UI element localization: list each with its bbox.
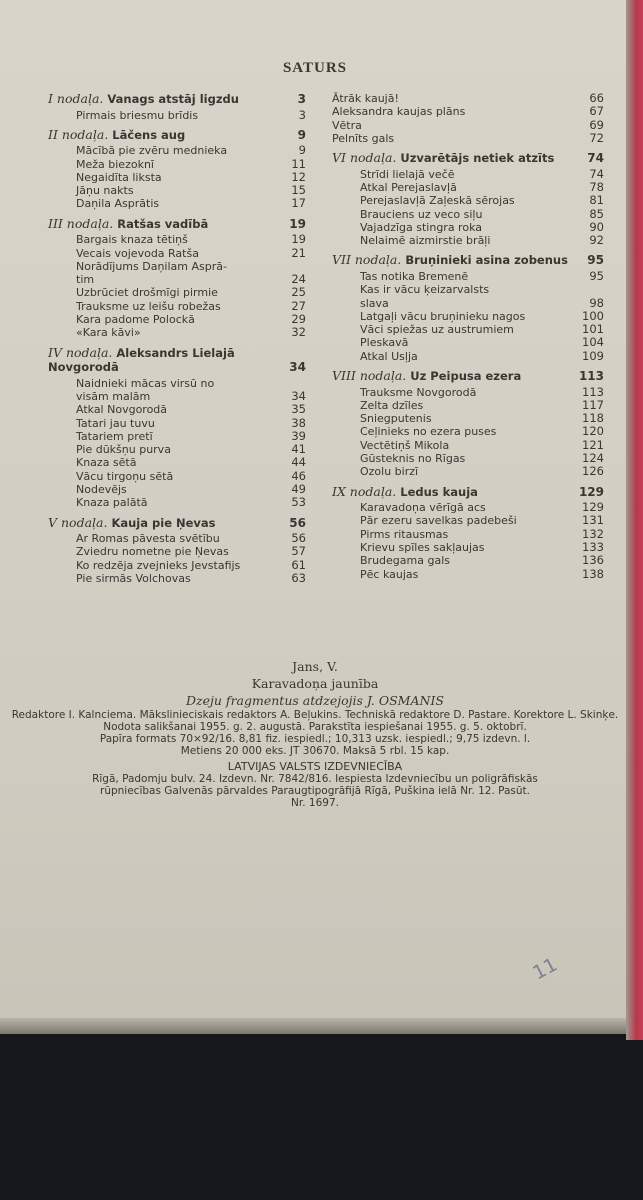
editors-line: Redaktore I. Kalnciema. Mākslinieciskais redaktors A. Beļukins. Techniskā redaktore D. Pastare. Korektore L. Skinķe. bbox=[11, 709, 619, 721]
toc-entry bbox=[48, 171, 306, 184]
toc-entry bbox=[332, 412, 604, 425]
chapter-page: 95 bbox=[587, 253, 604, 268]
page-title: SATURS bbox=[282, 60, 348, 76]
entry-page: 72 bbox=[589, 130, 604, 145]
entry-title: Ko redzēja zvejnieks Jevstafijs bbox=[76, 558, 241, 572]
entry-title: Zviedru nometne pie Ņevas bbox=[76, 545, 229, 559]
toc-entry bbox=[48, 483, 306, 496]
entry-title: Knaza sētā bbox=[76, 456, 137, 470]
entry-page: 121 bbox=[582, 437, 604, 452]
print-line-1: Nodota salikšanai 1955. g. 2. augustā. Parakstīta iespiešanai 1955. g. 5. oktobrī. bbox=[103, 721, 527, 733]
entry-title: Kara padome Polockā bbox=[76, 313, 195, 327]
entry-title: Perejaslavļā Zaļeskā sērojas bbox=[360, 194, 515, 208]
entry-title: Nelaimē aizmirstie brāļi bbox=[360, 234, 491, 248]
entry-title: Ceļinieks no ezera puses bbox=[360, 425, 497, 439]
entry-title: Latgaļi vācu bruņinieku nagos bbox=[360, 309, 526, 323]
toc-entry bbox=[332, 105, 604, 118]
print-line-2: Papīra formats 70×92/16. 8,81 fiz. iespiedl.; 10,313 uzsk. iespiedl.; 9,75 izdevn. l. bbox=[99, 733, 531, 745]
toc-entry bbox=[332, 270, 604, 283]
chapter-title: Bruņinieki asina zobenus bbox=[405, 253, 568, 268]
entry-title: «Kara kāvi» bbox=[76, 326, 141, 340]
chapter-page: 34 bbox=[289, 360, 306, 375]
toc-entry bbox=[332, 350, 604, 363]
entry-page: 46 bbox=[291, 468, 306, 483]
chapter-page: 129 bbox=[578, 484, 604, 499]
entry-page: 38 bbox=[291, 415, 306, 430]
spacer bbox=[332, 581, 604, 587]
entry-title: Uzbrūciet drošmīgi pirmie bbox=[76, 286, 218, 300]
chapter-title: Ledus kauja bbox=[400, 484, 478, 499]
entry-page: 39 bbox=[291, 428, 306, 443]
entry-page: 34 bbox=[291, 388, 306, 403]
page-edge bbox=[0, 1018, 643, 1034]
toc-entry bbox=[332, 194, 604, 207]
entry-title: Pie sirmās Volchovas bbox=[76, 572, 191, 586]
entry-page: 85 bbox=[589, 206, 604, 221]
toc-entry bbox=[332, 283, 604, 296]
entry-page: 15 bbox=[291, 183, 306, 198]
entry-title: Strīdi lielajā večē bbox=[360, 167, 455, 181]
publisher: LATVIJAS VALSTS IZDEVNIECĪBA bbox=[227, 760, 403, 773]
entry-title: Ozolu birzī bbox=[360, 465, 419, 479]
entry-page: 44 bbox=[291, 455, 306, 470]
toc-entry bbox=[48, 197, 306, 210]
entry-title: Tatariem pretī bbox=[76, 429, 153, 443]
entry-page: 49 bbox=[291, 482, 306, 497]
entry-title: Atkal Novgorodā bbox=[76, 403, 168, 417]
chapter-title: Kauja pie Ņevas bbox=[111, 515, 216, 530]
entry-page: 12 bbox=[291, 169, 306, 184]
entry-title: Trauksme uz leišu robežas bbox=[76, 299, 221, 313]
entry-title: Tas notika Bremenē bbox=[360, 269, 469, 283]
chapter-page: 113 bbox=[578, 369, 604, 384]
colophon bbox=[0, 658, 630, 809]
entry-title: Vētra bbox=[332, 118, 362, 132]
entry-page: 19 bbox=[291, 232, 306, 247]
book-binding bbox=[626, 0, 643, 1040]
address-line-1: Rīgā, Padomju bulv. 24. Izdevn. Nr. 7842/816. Iespiesta Izdevniecību un poligrāfiskās bbox=[92, 773, 538, 785]
pencil-page-number: 11 bbox=[529, 953, 561, 985]
entry-page: 57 bbox=[291, 544, 306, 559]
entry-title: Negaidīta liksta bbox=[76, 170, 162, 184]
entry-page: 138 bbox=[582, 566, 604, 581]
entry-title: Pār ezeru savelkas padebeši bbox=[360, 514, 517, 528]
entry-title: Nodevējs bbox=[76, 483, 127, 497]
print-line-3: Metiens 20 000 eks. JT 30670. Maksā 5 rbl. 15 kap. bbox=[180, 745, 450, 757]
chapter-title: Uz Peipusa ezera bbox=[410, 369, 522, 384]
entry-page: 101 bbox=[582, 322, 604, 337]
entry-title: Knaza palātā bbox=[76, 496, 148, 510]
toc-entry bbox=[332, 119, 604, 132]
entry-title: Pie dūkšņu purva bbox=[76, 443, 171, 457]
toc-entry bbox=[48, 286, 306, 299]
entry-title: Vācu tirgoņu sētā bbox=[76, 469, 174, 483]
entry-page: 9 bbox=[298, 143, 306, 158]
entry-page: 98 bbox=[589, 295, 604, 310]
chapter-number: II nodaļa. bbox=[48, 126, 109, 142]
entry-page: 100 bbox=[582, 308, 604, 323]
entry-title: Trauksme Novgorodā bbox=[360, 385, 477, 399]
toc-entry bbox=[48, 430, 306, 443]
entry-title: Ar Romas pāvesta svētību bbox=[76, 532, 220, 546]
toc-entry bbox=[332, 297, 604, 310]
entry-title: Daņila Asprātis bbox=[76, 197, 160, 211]
toc-entry bbox=[332, 514, 604, 527]
toc-entry bbox=[48, 326, 306, 339]
chapter-title: Uzvarētājs netiek atzīts bbox=[400, 151, 555, 166]
toc-entry bbox=[48, 233, 306, 246]
entry-page: 27 bbox=[291, 298, 306, 313]
toc-entry bbox=[48, 545, 306, 558]
toc-entry bbox=[332, 181, 604, 194]
entry-page: 132 bbox=[582, 526, 604, 541]
entry-title: Tatari jau tuvu bbox=[76, 416, 155, 430]
chapter-title: Ratšas vadībā bbox=[117, 216, 209, 231]
toc-entry bbox=[332, 541, 604, 554]
toc-entry bbox=[48, 144, 306, 157]
chapter-title: Lāčens aug bbox=[112, 127, 186, 142]
entry-page: 78 bbox=[589, 179, 604, 194]
entry-page: 74 bbox=[589, 166, 604, 181]
entry-page: 32 bbox=[291, 325, 306, 340]
entry-page: 35 bbox=[291, 402, 306, 417]
entry-page: 136 bbox=[582, 553, 604, 568]
entry-page: 53 bbox=[291, 495, 306, 510]
entry-title: Naidnieki mācas virsū no bbox=[76, 376, 215, 390]
entry-title: Vectētiņš Mikola bbox=[360, 438, 450, 452]
toc-entry bbox=[48, 390, 306, 403]
entry-page: 104 bbox=[582, 335, 604, 350]
entry-title: Vāci spiežas uz austrumiem bbox=[360, 323, 514, 337]
toc-entry bbox=[332, 465, 604, 478]
entry-title: Pirms ritausmas bbox=[360, 527, 449, 541]
chapter-page: 19 bbox=[289, 216, 306, 231]
entry-page: 25 bbox=[291, 285, 306, 300]
toc-entry bbox=[48, 109, 306, 122]
entry-title: Atkal Usļja bbox=[360, 349, 418, 363]
chapter-page: 74 bbox=[587, 151, 604, 166]
chapter-page: 9 bbox=[297, 127, 306, 142]
entry-title: Ātrāk kaujā! bbox=[332, 92, 399, 105]
entry-page: 126 bbox=[582, 464, 604, 479]
chapter-number: I nodaļa. bbox=[48, 91, 104, 106]
toc-entry bbox=[48, 403, 306, 416]
toc-entry bbox=[332, 92, 604, 105]
toc-entry bbox=[48, 300, 306, 313]
entry-title: Bargais knaza tētiņš bbox=[76, 233, 188, 247]
toc-entry bbox=[332, 439, 604, 452]
book-title: Karavadoņa jaunība bbox=[251, 676, 379, 691]
entry-title: Kas ir vācu ķeizarvalsts bbox=[360, 283, 490, 297]
chapter-heading bbox=[48, 92, 306, 107]
entry-page: 95 bbox=[589, 268, 604, 283]
chapter-number: IX nodaļa. bbox=[332, 483, 397, 499]
toc-entry bbox=[332, 554, 604, 567]
toc-entry bbox=[48, 572, 306, 585]
toc-entry bbox=[48, 260, 306, 273]
author: Jans, V. bbox=[292, 659, 338, 674]
entry-title: Mācībā pie zvēru mednieka bbox=[76, 144, 228, 158]
chapter-heading bbox=[48, 516, 306, 531]
entry-title: Gūsteknis no Rīgas bbox=[360, 452, 466, 466]
chapter-heading bbox=[48, 128, 306, 143]
entry-title: visām malām bbox=[76, 389, 151, 403]
entry-page: 81 bbox=[589, 193, 604, 208]
toc-entry bbox=[332, 336, 604, 349]
entry-page: 90 bbox=[589, 219, 604, 234]
toc-entry bbox=[332, 310, 604, 323]
entry-title: Krievu spīles sakļaujas bbox=[360, 541, 485, 555]
toc-entry bbox=[48, 184, 306, 197]
toc-entry bbox=[48, 456, 306, 469]
toc-entry bbox=[332, 323, 604, 336]
entry-title: Meža biezoknī bbox=[76, 157, 154, 171]
verse-translator: Dzeju fragmentus atdzejojis J. OSMANIS bbox=[186, 693, 444, 708]
chapter-number: VI nodaļa. bbox=[332, 150, 397, 166]
entry-title: Zelta dzīles bbox=[360, 398, 424, 412]
chapter-page: 56 bbox=[289, 515, 306, 530]
chapter-title: Aleksandrs Lielajā Novgorodā bbox=[48, 345, 235, 375]
toc-entry bbox=[48, 532, 306, 545]
entry-title: Vajadzīga stingra roka bbox=[360, 220, 482, 234]
toc-entry bbox=[332, 399, 604, 412]
toc-entry bbox=[332, 568, 604, 581]
spacer bbox=[48, 585, 306, 591]
entry-page: 133 bbox=[582, 540, 604, 555]
entry-page: 29 bbox=[291, 312, 306, 327]
chapter-number: V nodaļa. bbox=[48, 514, 108, 530]
chapter-number: VIII nodaļa. bbox=[332, 368, 407, 384]
entry-page: 109 bbox=[582, 348, 604, 363]
toc-entry bbox=[332, 501, 604, 514]
toc-entry bbox=[332, 528, 604, 541]
entry-page: 67 bbox=[589, 104, 604, 119]
entry-page: 124 bbox=[582, 451, 604, 466]
toc-entry bbox=[48, 313, 306, 326]
entry-page: 69 bbox=[589, 117, 604, 132]
chapter-number: VII nodaļa. bbox=[332, 252, 402, 268]
toc-right-column bbox=[332, 92, 604, 587]
chapter-number: IV nodaļa. bbox=[48, 344, 113, 360]
entry-page: 129 bbox=[582, 500, 604, 515]
chapter-heading bbox=[48, 346, 306, 375]
entry-title: Norādījums Daņilam Asprā- bbox=[76, 259, 227, 273]
toc-entry bbox=[48, 443, 306, 456]
entry-page: 92 bbox=[589, 233, 604, 248]
entry-page: 3 bbox=[298, 107, 306, 122]
entry-page: 118 bbox=[582, 411, 604, 426]
entry-title: Atkal Perejaslavļā bbox=[360, 180, 457, 194]
address-line-2: rūpniecības Galvenās pārvaldes Paraugtipogrāfijā Rīgā, Puškina ielā Nr. 12. Pasūt. bbox=[100, 785, 530, 797]
toc-entry bbox=[48, 247, 306, 260]
chapter-heading bbox=[332, 253, 604, 268]
chapter-heading bbox=[332, 485, 604, 500]
entry-page: 66 bbox=[589, 91, 604, 105]
entry-page: 61 bbox=[291, 557, 306, 572]
entry-page: 24 bbox=[291, 272, 306, 287]
entry-page: 56 bbox=[291, 531, 306, 546]
toc-entry bbox=[332, 168, 604, 181]
chapter-page: 3 bbox=[297, 92, 306, 106]
toc-entry bbox=[48, 417, 306, 430]
entry-title: tim bbox=[76, 273, 95, 287]
toc-entry bbox=[332, 208, 604, 221]
toc-entry bbox=[332, 386, 604, 399]
entry-title: Pēc kaujas bbox=[360, 567, 419, 581]
toc-entry bbox=[48, 470, 306, 483]
entry-title: Brudegama gals bbox=[360, 554, 450, 568]
entry-title: Sniegputenis bbox=[360, 412, 432, 426]
chapter-heading bbox=[332, 369, 604, 384]
chapter-title: Vanags atstāj ligzdu bbox=[107, 92, 239, 106]
toc-entry bbox=[48, 158, 306, 171]
toc-entry bbox=[48, 496, 306, 509]
entry-page: 21 bbox=[291, 245, 306, 260]
entry-title: Jāņu nakts bbox=[76, 184, 134, 198]
entry-title: Brauciens uz veco siļu bbox=[360, 207, 483, 221]
entry-page: 117 bbox=[582, 397, 604, 412]
toc-entry bbox=[48, 273, 306, 286]
entry-page: 17 bbox=[291, 196, 306, 211]
toc-entry bbox=[332, 234, 604, 247]
entry-title: Karavadoņa vērīgā acs bbox=[360, 501, 486, 515]
address-line-3: Nr. 1697. bbox=[291, 797, 339, 809]
entry-title: Pleskavā bbox=[360, 336, 409, 350]
toc-entry bbox=[332, 425, 604, 438]
entry-page: 41 bbox=[291, 442, 306, 457]
toc-left-column bbox=[48, 92, 306, 591]
entry-title: Pelnīts gals bbox=[332, 131, 395, 145]
entry-page: 113 bbox=[582, 384, 604, 399]
entry-page: 63 bbox=[291, 571, 306, 586]
chapter-heading bbox=[332, 151, 604, 166]
entry-title: slava bbox=[360, 296, 389, 310]
toc-entry bbox=[332, 132, 604, 145]
entry-page: 11 bbox=[291, 156, 306, 171]
entry-page: 131 bbox=[582, 513, 604, 528]
entry-title: Vecais vojevoda Ratša bbox=[76, 246, 199, 260]
entry-title: Aleksandra kaujas plāns bbox=[332, 105, 466, 119]
toc-entry bbox=[332, 221, 604, 234]
entry-page: 120 bbox=[582, 424, 604, 439]
chapter-number: III nodaļa. bbox=[48, 215, 114, 231]
toc-entry bbox=[332, 452, 604, 465]
toc-entry bbox=[48, 377, 306, 390]
entry-title: Pirmais briesmu brīdis bbox=[76, 108, 199, 122]
chapter-heading bbox=[48, 217, 306, 232]
toc-entry bbox=[48, 559, 306, 572]
